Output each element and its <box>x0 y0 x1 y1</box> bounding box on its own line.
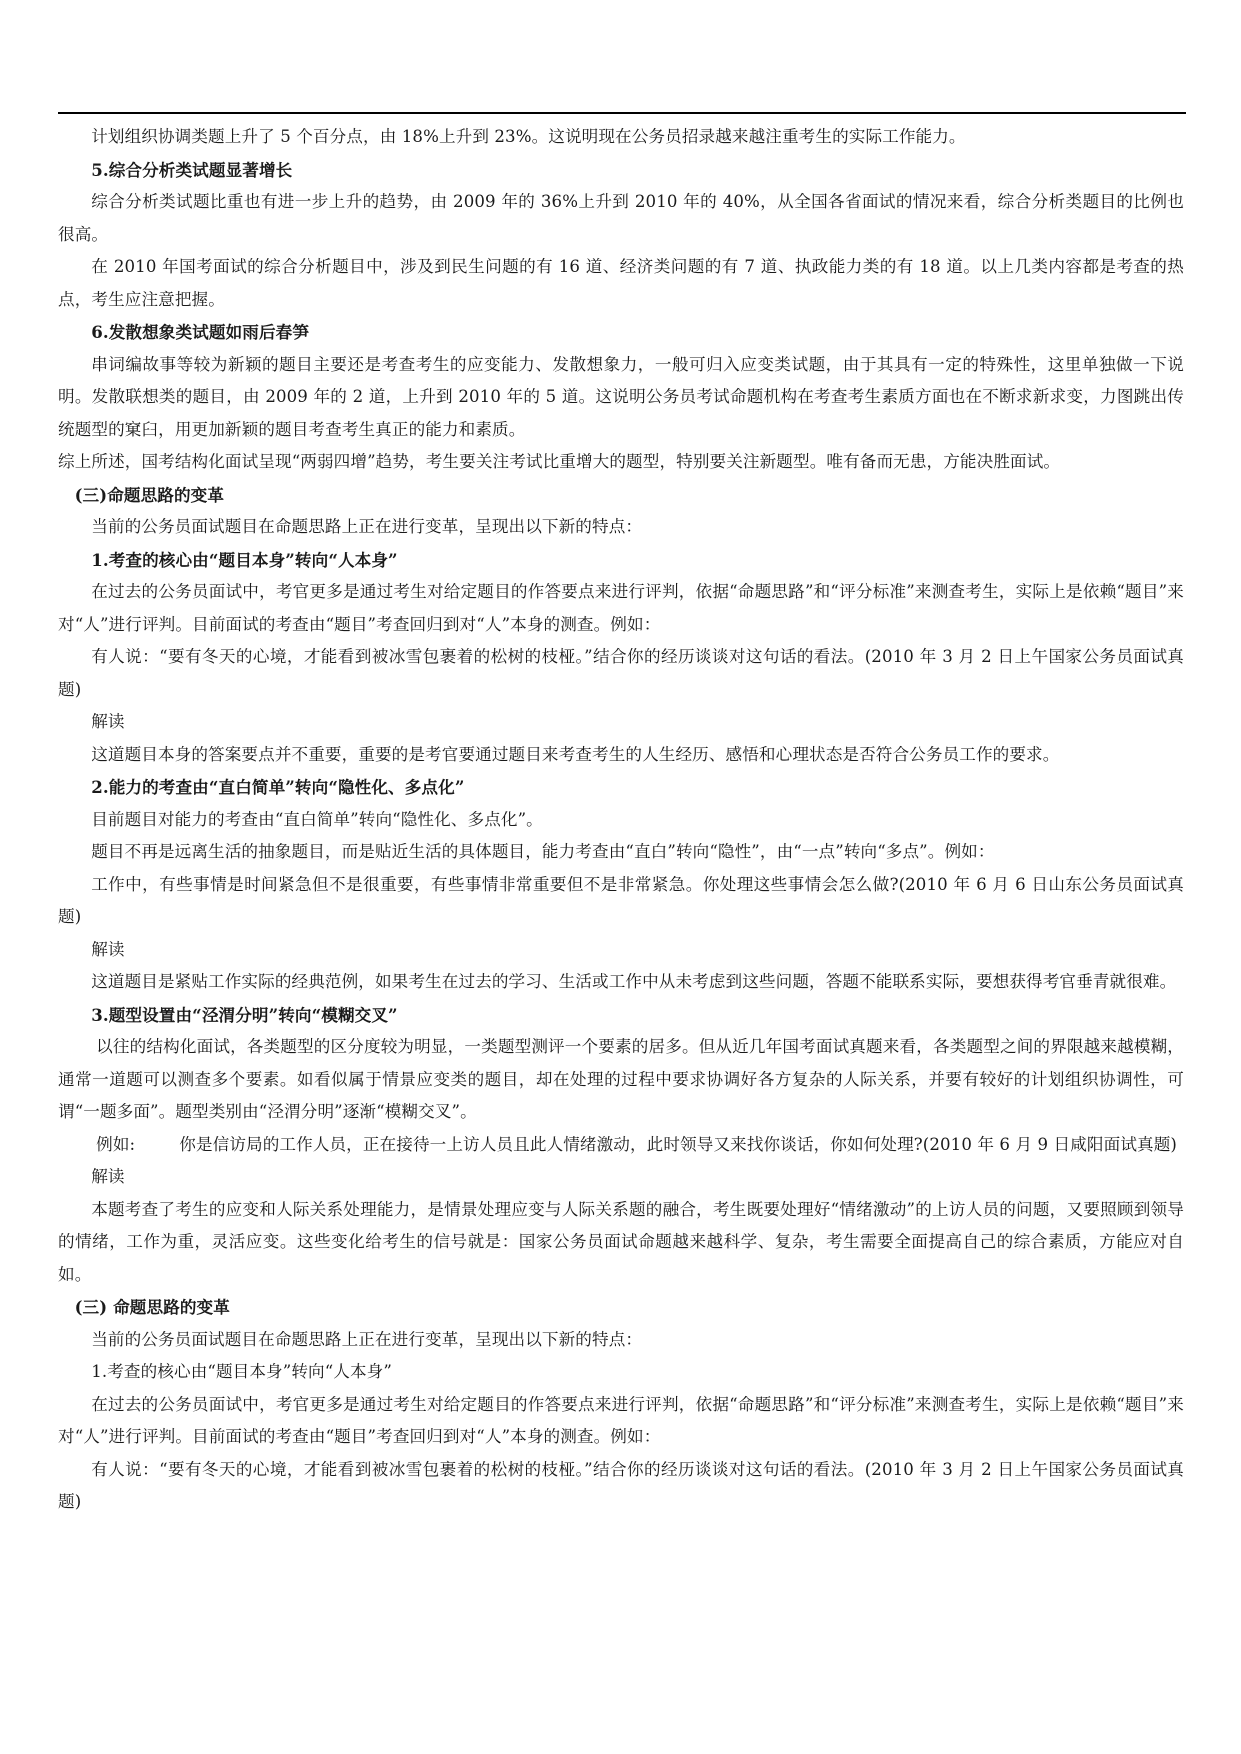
section-heading: 6.发散想象类试题如雨后春笋 <box>91 322 310 342</box>
section-heading: 1.考查的核心由“题目本身”转向“人本身” <box>91 1362 392 1381</box>
interpretation-label: 解读 <box>91 939 125 959</box>
paragraph: 在过去的公务员面试中，考官更多是通过考生对给定题目的作答要点来进行评判，依据“命题思路”和“评分标准”来测查考生，实际上是依赖“题目”来对“人”进行评判。目前面试的考查由“题目”考查回归到对“人”本身的测查。例如： <box>58 582 1184 634</box>
example-paragraph: 工作中，有些事情是时间紧急但不是很重要，有些事情非常重要但不是非常紧急。你处理这些事情会怎么做?(2010 年 6 月 6 日山东公务员面试真题) <box>58 874 1184 926</box>
paragraph: 目前题目对能力的考查由“直白简单”转向“隐性化、多点化”。 <box>91 809 543 829</box>
interpretation-label: 解读 <box>91 1167 125 1186</box>
section-heading: 2.能力的考查由“直白简单”转向“隐性化、多点化” <box>91 777 465 797</box>
paragraph: 题目不再是远离生活的抽象题目，而是贴近生活的具体题目，能力考查由“直白”转向“隐性”，由“一点”转向“多点”。例如： <box>91 842 995 861</box>
chapter-heading: (三)命题思路的变革 <box>74 484 225 505</box>
interpretation-label: 解读 <box>91 712 125 731</box>
paragraph: 在过去的公务员面试中，考官更多是通过考生对给定题目的作答要点来进行评判，依据“命题思路”和“评分标准”来测查考生，实际上是依赖“题目”来对“人”进行评判。目前面试的考查由“题目”考查回归到对“人”本身的测查。例如： <box>58 1394 1184 1446</box>
paragraph: 在 2010 年国考面试的综合分析题目中，涉及到民生问题的有 16 道、经济类问题的有 7 道、执政能力类的有 18 道。以上几类内容都是考查的热点，考生应注意把握。 <box>58 257 1184 309</box>
paragraph: 以往的结构化面试，各类题型的区分度较为明显，一类题型测评一个要素的居多。但从近几年国考面试真题来看，各类题型之间的界限越来越模糊，通常一道题可以测查多个要素。如看似属于情景应变类的题目，却在处理的过程中要求协调好各方复杂的人际关系，并要有较好的计划组织协调性，可谓“一题多面”。题型类别由“泾渭分明”逐渐“模糊交叉”。 <box>58 1037 1184 1121</box>
paragraph: 综合分析类试题比重也有进一步上升的趋势，由 2009 年的 36%上升到 2010 年的 40%，从全国各省面试的情况来看，综合分析类题目的比例也很高。 <box>58 192 1184 244</box>
paragraph: 本题考查了考生的应变和人际关系处理能力，是情景处理应变与人际关系题的融合，考生既要处理好“情绪激动”的上访人员的问题，又要照顾到领导的情绪，工作为重，灵活应变。这些变化给考生的信号就是：国家公务员面试命题越来越科学、复杂，考生需要全面提高自己的综合素质，方能应对自如。 <box>58 1199 1184 1284</box>
example-paragraph: 有人说：“要有冬天的心境，才能看到被冰雪包裹着的松树的枝桠。”结合你的经历谈谈对这句话的看法。(2010 年 3 月 2 日上午国家公务员面试真题) <box>58 1459 1184 1511</box>
section-heading: 5.综合分析类试题显著增长 <box>91 159 293 180</box>
paragraph: 这道题目是紧贴工作实际的经典范例，如果考生在过去的学习、生活或工作中从未考虑到这些问题，答题不能联系实际，要想获得考官垂青就很难。 <box>91 972 1177 991</box>
paragraph: 当前的公务员面试题目在命题思路上正在进行变革，呈现出以下新的特点： <box>91 1329 643 1349</box>
example-paragraph: 有人说：“要有冬天的心境，才能看到被冰雪包裹着的松树的枝桠。”结合你的经历谈谈对这句话的看法。(2010 年 3 月 2 日上午国家公务员面试真题) <box>58 647 1184 699</box>
example-label: 例如: <box>96 1134 136 1154</box>
paragraph: 综上所述，国考结构化面试呈现“两弱四增”趋势，考生要关注考试比重增大的题型，特别要关注新题型。唯有备而无患，方能决胜面试。 <box>58 452 1061 471</box>
example-text: 你是信访局的工作人员，正在接待一上访人员且此人情绪激动，此时领导又来找你谈话，你如何处理?(2010 年 6 月 9 日咸阳面试真题) <box>179 1134 1177 1154</box>
section-heading: 3.题型设置由“泾渭分明”转向“模糊交叉” <box>91 1004 398 1025</box>
example-paragraph <box>58 1129 1184 1162</box>
paragraph: 这道题目本身的答案要点并不重要，重要的是考官要通过题目来考查考生的人生经历、感悟和心理状态是否符合公务员工作的要求。 <box>91 744 1060 764</box>
paragraph: 计划组织协调类题上升了 5 个百分点，由 18%上升到 23%。这说明现在公务员招录越来越注重考生的实际工作能力。 <box>91 127 966 146</box>
paragraph: 串词编故事等较为新颖的题目主要还是考查考生的应变能力、发散想象力，一般可归入应变类试题，由于其具有一定的特殊性，这里单独做一下说明。发散联想类的题目，由 2009 年的 2 道，上升到 2010 年的 5 道。这说明公务员考试命题机构在考查考生素质方面也在不断求新求变，力图跳出传统题型的窠臼，用更加新颖的题目考查考生真正的能力和素质。 <box>58 354 1184 439</box>
chapter-heading: (三) 命题思路的变革 <box>74 1297 230 1317</box>
document-body <box>58 121 1184 1519</box>
header-rule <box>58 112 1186 114</box>
paragraph: 当前的公务员面试题目在命题思路上正在进行变革，呈现出以下新的特点： <box>91 517 643 536</box>
section-heading: 1.考查的核心由“题目本身”转向“人本身” <box>91 549 398 570</box>
